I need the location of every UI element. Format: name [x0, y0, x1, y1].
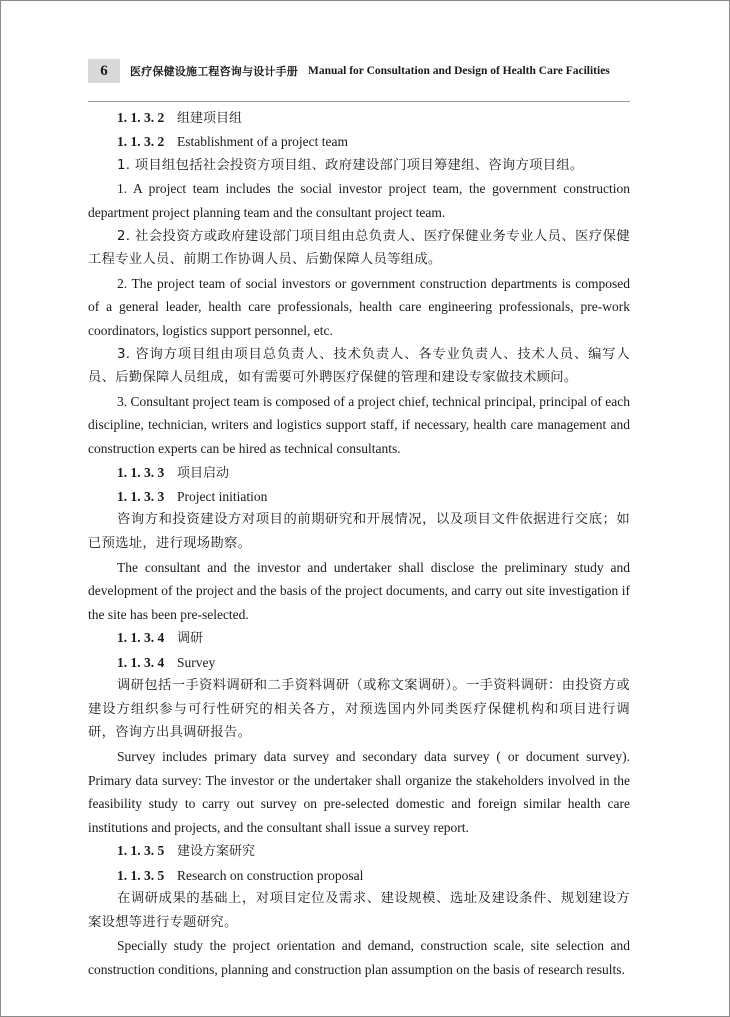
section-number: 1. 1. 3. 4	[117, 654, 165, 670]
page-number: 6	[88, 59, 120, 83]
section-number: 1. 1. 3. 3	[117, 464, 165, 480]
running-header	[88, 58, 630, 84]
section-heading-en	[88, 864, 630, 887]
paragraph-zh: 2. 社会投资方或政府建设部门项目组由总负责人、医疗保健业务专业人员、医疗保健工程专业人员、前期工作协调人员、后勤保障人员等组成。	[88, 228, 630, 268]
section-title-en: Establishment of a project team	[177, 134, 348, 150]
section-title-en: Project initiation	[177, 488, 268, 504]
section-heading-en	[88, 130, 630, 153]
section-title-en: Research on construction proposal	[177, 867, 364, 883]
section-title-en: Survey	[177, 654, 216, 670]
section-heading-zh	[88, 626, 630, 650]
paragraph-en: The consultant and the investor and undertaker shall disclose the preliminary study and development of the project and the basis of the project documents, and carry out site investigation if the site has been pre-selected.	[88, 559, 630, 622]
paragraph-zh: 调研包括一手资料调研和二手资料调研（或称文案调研）。一手资料调研：由投资方或建设方组织参与可行性研究的相关各方，对预选国内外同类医疗保健机构和项目进行调研，咨询方出具调研报告。	[88, 678, 630, 741]
section-number: 1. 1. 3. 4	[117, 630, 165, 646]
section-title-zh: 组建项目组	[177, 111, 243, 126]
paragraph-en: Survey includes primary data survey and secondary data survey ( or document survey). Primary data survey: The investor or the undertaker shall organize the stakeholders involved in the feasibility study to carry out survey on pre-selected domestic and foreign similar health care institutions and projects, and the consultant shall issue a survey report.	[88, 748, 630, 835]
section-number: 1. 1. 3. 3	[117, 488, 165, 504]
section-number: 1. 1. 3. 2	[117, 110, 165, 125]
paragraph-zh: 在调研成果的基础上，对项目定位及需求、建设规模、选址及建设条件、规划建设方案设想等进行专题研究。	[88, 891, 630, 930]
section-heading-zh	[88, 461, 630, 485]
section-number: 1. 1. 3. 5	[117, 867, 165, 883]
section-heading-en	[88, 651, 630, 674]
header-rule	[88, 101, 630, 102]
section-heading-en	[88, 485, 630, 508]
book-title-en: Manual for Consultation and Design of Health Care Facilities	[308, 65, 610, 77]
section-title-zh: 建设方案研究	[177, 844, 256, 860]
paragraph-zh: 3. 咨询方项目组由项目总负责人、技术负责人、各专业负责人、技术人员、编写人员、后勤保障人员组成，如有需要可外聘医疗保健的管理和建设专家做技术顾问。	[88, 346, 630, 386]
paragraph-zh: 1. 项目组包括社会投资方项目组、政府建设部门项目筹建组、咨询方项目组。	[117, 157, 584, 173]
section-heading-zh	[88, 839, 630, 863]
paragraph-en: Specially study the project orientation and demand, construction scale, site selection and construction conditions, planning and construction plan assumption on the basis of research results.	[88, 938, 630, 977]
section-title-zh: 项目启动	[177, 465, 230, 481]
section-number: 1. 1. 3. 5	[117, 843, 165, 859]
paragraph-zh: 咨询方和投资建设方对项目的前期研究和开展情况，以及项目文件依据进行交底；如已预选址，进行现场勘察。	[88, 512, 630, 551]
section-title-zh: 调研	[177, 631, 204, 647]
paragraph-en: 1. A project team includes the social investor project team, the government construction department project planning team and the consultant project team.	[88, 181, 630, 220]
section-number: 1. 1. 3. 2	[117, 134, 165, 150]
book-title-zh: 医疗保健设施工程咨询与设计手册	[130, 65, 298, 78]
paragraph-en: 2. The project team of social investors or government construction departments is composed of a general leader, health care professionals, health care engineering professionals, pre-work coordinators, logistics support personnel, etc.	[88, 275, 630, 338]
paragraph-en: 3. Consultant project team is composed of a project chief, technical principal, principal of each discipline, technician, writers and logistics support staff, if necessary, health care management and construction experts can be hired as technical consultants.	[88, 393, 630, 456]
page-body	[88, 106, 630, 981]
section-heading-zh	[88, 106, 630, 130]
